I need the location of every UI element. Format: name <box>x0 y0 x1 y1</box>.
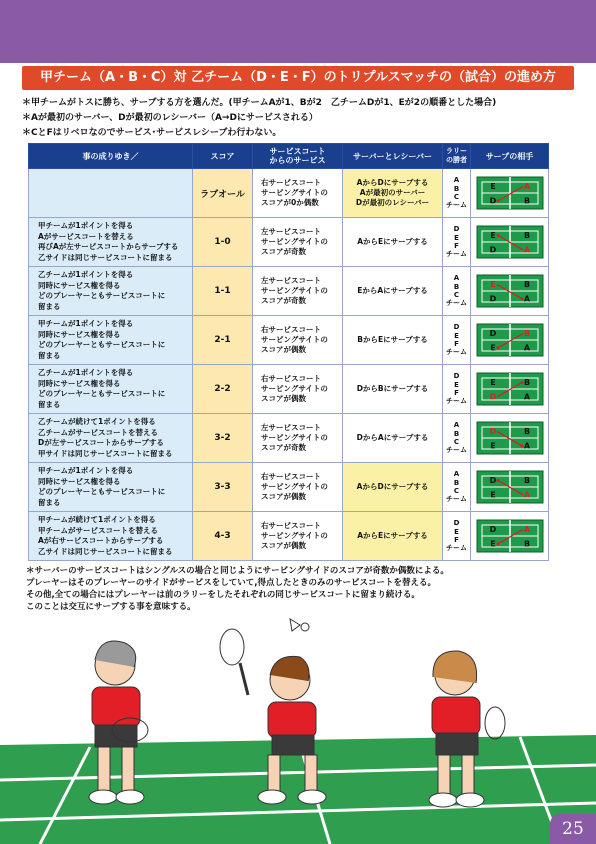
rally-winner-cell: D E F チーム <box>443 218 471 267</box>
header-court: サービスコート からのサービス <box>253 144 343 169</box>
player-letter: E <box>489 343 496 353</box>
service-court-cell: 右サービスコート サーピングサイトの スコアが0か偶数 <box>253 169 343 218</box>
court-diagram-cell <box>471 414 549 463</box>
note-line: ＊Aが最初のサーバー、Dが最初のレシーバー（A→Dにサービスされる） <box>22 113 318 123</box>
player-letter: B <box>523 539 530 549</box>
rally-winner-cell: A B C チーム <box>443 169 471 218</box>
player-letter: D <box>489 392 496 402</box>
note-line: ＊CとFはリベロなのでサービス･サービスレシーブわ行わない。 <box>22 128 282 138</box>
table-row <box>29 218 549 267</box>
service-court-cell: 右サービスコート サーピングサイトの スコアが偶数 <box>253 463 343 512</box>
player-letter: A <box>523 182 530 192</box>
court-diagram <box>476 372 544 406</box>
server-cell: DからBにサーブする <box>343 365 443 414</box>
player-letter: E <box>489 490 496 500</box>
court-diagram <box>476 323 544 357</box>
server-cell: AからDにサーブする <box>343 463 443 512</box>
player-letter: E <box>489 280 496 290</box>
events-cell <box>29 169 193 218</box>
score-cell: 4-3 <box>193 512 253 561</box>
server-cell: AからEにサーブする <box>343 512 443 561</box>
player-letter: D <box>489 245 496 255</box>
events-cell: 甲チームが続けて1ポイントを得る 甲チームがサービスコートを替える Aが右サービスコートからサーブする 乙サイドは同じサービスコートに留まる <box>29 512 193 561</box>
server-cell: EからAにサーブする <box>343 267 443 316</box>
shuttlecock-icon <box>290 619 309 631</box>
events-cell: 甲チームが1ポイントを得る 同時にサービス権を得る どのプレーヤーともサービスコートに 留まる <box>29 316 193 365</box>
footer-line: プレーヤーはそのプレーヤーのサイドがサービスをしていて,得点したときのみのサービスコートを替える。 <box>26 578 436 588</box>
header-opponent: サーブの相手 <box>471 144 549 169</box>
intro-notes <box>22 96 496 141</box>
footer-line: その他,全ての場合にはプレーヤーは前のラリーをしたそれぞれの同じサービスコートに留まり続ける。 <box>26 590 420 600</box>
note-line: ＊甲チームがトスに勝ち、サーブする方を選んだ。(甲チームAが1、Bが2 乙チームDが1、Eが2の順番とした場合) <box>22 98 497 108</box>
court-diagram <box>476 225 544 259</box>
table-row <box>29 414 549 463</box>
serve-arrow-head <box>520 381 523 384</box>
court-diagram <box>476 470 544 504</box>
events-cell: 甲チームが1ポイントを得る Aがサービスコートを替える 再びAが左サービスコートからサーブする 乙サイドは同じサービスコートに留まる <box>29 218 193 267</box>
serve-arrow-head <box>520 444 523 447</box>
score-cell: 1-1 <box>193 267 253 316</box>
rally-winner-cell: D E F チーム <box>443 512 471 561</box>
service-court-cell: 右サービスコート サーピングサイトの スコアが偶数 <box>253 316 343 365</box>
score-cell: 1-0 <box>193 218 253 267</box>
server-cell: BからEにサーブする <box>343 316 443 365</box>
court-diagram-cell <box>471 316 549 365</box>
service-court-cell: 左サービスコート サーピングサイトの スコアが奇数 <box>253 414 343 463</box>
player-letter: E <box>489 441 496 451</box>
player-letter: A <box>523 525 530 535</box>
rally-winner-cell: A B C チーム <box>443 267 471 316</box>
service-court-cell: 左サービスコート サーピングサイトの スコアが奇数 <box>253 218 343 267</box>
server-cell: DからAにサーブする <box>343 414 443 463</box>
player-letter: B <box>523 476 530 486</box>
player-letter: A <box>523 294 530 304</box>
player-letter: D <box>489 329 496 339</box>
court-diagram-cell <box>471 218 549 267</box>
score-cell: 2-2 <box>193 365 253 414</box>
rally-winner-cell: D E F チーム <box>443 316 471 365</box>
players-illustration <box>0 605 596 844</box>
events-cell: 乙チームが続けて1ポイントを得る 乙チームがサービスコートを替える Dが左サービスコートからサーブする 甲サイドは同じサービスコートに留まる <box>29 414 193 463</box>
rally-winner-cell: A B C チーム <box>443 414 471 463</box>
footer-line: ＊サーバーのサービスコートはシングルスの場合と同じようにサービングサイドのスコアが奇数か偶数による。 <box>26 566 449 576</box>
events-cell: 乙チームが1ポイントを得る 同時にサービス権を得る どのプレーヤーともサービスコートに 留まる <box>29 365 193 414</box>
court-diagram-cell <box>471 365 549 414</box>
court-diagram-cell <box>471 267 549 316</box>
player-letter: B <box>523 196 530 206</box>
player-letter: B <box>523 280 530 290</box>
serve-arrow-head <box>496 479 499 482</box>
player-letter: A <box>523 245 530 255</box>
court-diagram-cell <box>471 463 549 512</box>
player-letter: B <box>523 378 530 388</box>
table-row <box>29 463 549 512</box>
serve-arrow-head <box>496 346 499 349</box>
server-cell: AからEにサーブする <box>343 218 443 267</box>
rally-table <box>28 143 549 561</box>
player-letter: D <box>489 525 496 535</box>
player-letter: E <box>489 231 496 241</box>
serve-arrow-head <box>496 542 499 545</box>
player-letter: A <box>523 441 530 451</box>
court-diagram-cell <box>471 169 549 218</box>
table-row <box>29 316 549 365</box>
service-court-cell: 右サービスコート サーピングサイトの スコアが偶数 <box>253 365 343 414</box>
rally-winner-cell: D E F チーム <box>443 365 471 414</box>
player-letter: B <box>523 427 530 437</box>
header-score: スコア <box>193 144 253 169</box>
player-letter: D <box>489 196 496 206</box>
player-letter: D <box>489 294 496 304</box>
player-letter: E <box>489 539 496 549</box>
score-cell: 3-2 <box>193 414 253 463</box>
player-letter: E <box>489 182 496 192</box>
table-row <box>29 169 549 218</box>
player-letter: A <box>523 490 530 500</box>
score-cell: 2-1 <box>193 316 253 365</box>
court-diagram <box>476 421 544 455</box>
serve-arrow-head <box>520 297 523 300</box>
server-cell: AからDにサーブする Aが最初のサーバー Dが最初のレシーバー <box>343 169 443 218</box>
service-court-cell: 左サービスコート サーピングサイトの スコアが奇数 <box>253 267 343 316</box>
header-band <box>0 0 596 63</box>
serve-arrow-head <box>496 199 499 202</box>
header-rally: ラリー の勝者 <box>443 144 471 169</box>
score-cell: ラブオール <box>193 169 253 218</box>
table-row <box>29 512 549 561</box>
player-letter: D <box>489 427 496 437</box>
page-title: 甲チーム（A・B・C）対 乙チーム（D・E・F）のトリプルスマッチの（試合）の進め方 <box>22 66 574 90</box>
player-letter: B <box>523 231 530 241</box>
court-diagram <box>476 274 544 308</box>
player-letter: E <box>489 378 496 388</box>
player-letter: D <box>489 476 496 486</box>
player-letter: B <box>523 329 530 339</box>
court-diagram-cell <box>471 512 549 561</box>
events-cell: 乙チームが1ポイントを得る 同時にサービス権を得る どのプレーヤーともサービスコートに 留まる <box>29 267 193 316</box>
serve-arrow-head <box>496 234 499 237</box>
table-row <box>29 267 549 316</box>
header-events: 事の成りゆき／ <box>29 144 193 169</box>
page-number: 25 <box>550 814 596 844</box>
player-letter: A <box>523 343 530 353</box>
table-row <box>29 365 549 414</box>
service-court-cell: 右サービスコート サーピングサイトの スコアが偶数 <box>253 512 343 561</box>
score-cell: 3-3 <box>193 463 253 512</box>
footer-line: このことは交互にサーブする事を意味する。 <box>26 602 196 612</box>
rally-winner-cell: A B C チーム <box>443 463 471 512</box>
court-diagram <box>476 519 544 553</box>
court-diagram <box>476 176 544 210</box>
header-server: サーバーとレシーバー <box>343 144 443 169</box>
table-header-row <box>29 144 549 169</box>
player-letter: A <box>523 392 530 402</box>
events-cell: 甲チームが1ポイントを得る 同時にサービス権を得る どのプレーヤーともサービスコートに 留まる <box>29 463 193 512</box>
